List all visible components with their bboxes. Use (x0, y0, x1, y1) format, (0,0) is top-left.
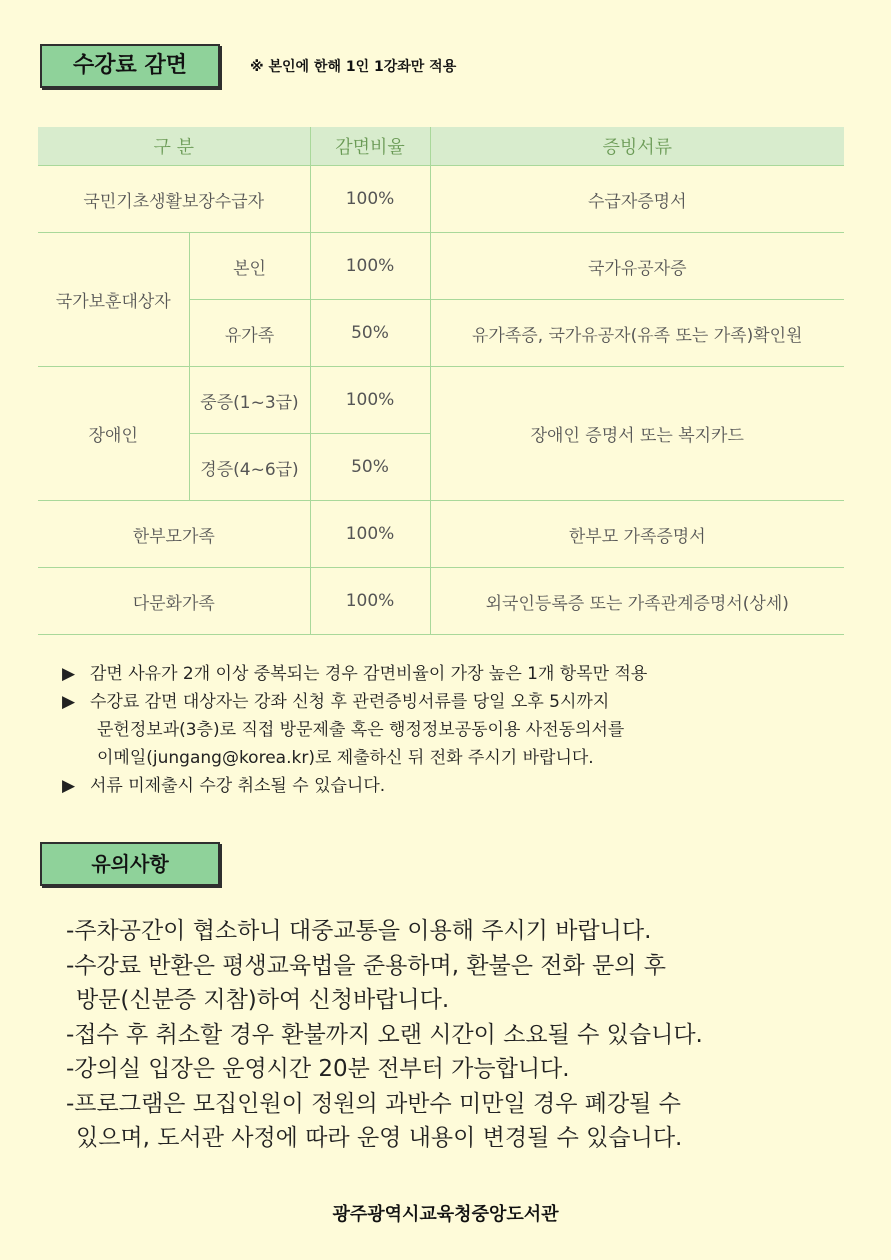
table-row (38, 568, 844, 635)
rate-cell: 100% (310, 367, 430, 434)
table-row (38, 501, 844, 568)
document-cell: 유가족증, 국가유공자(유족 또는 가족)확인원 (430, 300, 844, 367)
category-cell: 장애인 (38, 367, 189, 501)
document-cell: 한부모 가족증명서 (430, 501, 844, 568)
note-text: 이메일(jungang@korea.kr)로 제출하신 뒤 전화 주시기 바랍니다. (97, 748, 594, 768)
table-row (38, 166, 844, 233)
caution-item: -주차공간이 협소하니 대중교통을 이용해 주시기 바랍니다. (66, 918, 652, 944)
document-cell: 외국인등록증 또는 가족관계증명서(상세) (430, 568, 844, 635)
table-row (38, 233, 844, 300)
caution-item-continued: 있으며, 도서관 사정에 따라 운영 내용이 변경될 수 있습니다. (76, 1125, 683, 1151)
rate-cell: 100% (310, 501, 430, 568)
category-cell: 다문화가족 (38, 568, 310, 635)
subcategory-cell: 경증(4~6급) (189, 434, 310, 501)
rate-cell: 100% (310, 233, 430, 300)
triangle-bullet-icon: ▶ (62, 776, 76, 796)
rate-cell: 100% (310, 568, 430, 635)
note-item (62, 660, 647, 688)
subcategory-cell: 유가족 (189, 300, 310, 367)
fee-section-note: ※ 본인에 한해 1인 1강좌만 적용 (250, 59, 457, 75)
triangle-bullet-icon: ▶ (62, 692, 76, 712)
note-item (62, 688, 647, 716)
rate-cell: 50% (310, 300, 430, 367)
header-rate: 감면비율 (310, 127, 430, 166)
subcategory-cell: 본인 (189, 233, 310, 300)
caution-item-continued: 방문(신분증 지참)하여 신청바랍니다. (76, 987, 450, 1013)
document-cell: 수급자증명서 (430, 166, 844, 233)
category-cell: 국민기초생활보장수급자 (38, 166, 310, 233)
category-cell: 한부모가족 (38, 501, 310, 568)
caution-item: -수강료 반환은 평생교육법을 준용하며, 환불은 전화 문의 후 (66, 952, 667, 979)
table-row (38, 367, 844, 434)
document-cell: 국가유공자증 (430, 233, 844, 300)
discount-notes (62, 660, 647, 800)
table-header-row (38, 127, 844, 166)
header-category: 구 분 (38, 127, 310, 166)
triangle-bullet-icon: ▶ (62, 664, 76, 684)
caution-item: -프로그램은 모집인원이 정원의 과반수 미만일 경우 폐강될 수 (66, 1090, 681, 1117)
subcategory-cell: 중증(1~3급) (189, 367, 310, 434)
note-text: 수강료 감면 대상자는 강좌 신청 후 관련증빙서류를 당일 오후 5시까지 (90, 692, 610, 712)
caution-item: -강의실 입장은 운영시간 20분 전부터 가능합니다. (66, 1056, 570, 1082)
caution-section-title: 유의사항 (40, 842, 220, 886)
category-cell: 국가보훈대상자 (38, 233, 189, 367)
fee-section-title: 수강료 감면 (40, 44, 220, 88)
note-text: 문헌정보과(3층)로 직접 방문제출 혹은 행정정보공동이용 사전동의서를 (97, 720, 625, 740)
note-text: 서류 미제출시 수강 취소될 수 있습니다. (90, 776, 386, 796)
document-cell: 장애인 증명서 또는 복지카드 (430, 367, 844, 501)
header-document: 증빙서류 (430, 127, 844, 166)
rate-cell: 50% (310, 434, 430, 501)
note-text: 감면 사유가 2개 이상 중복되는 경우 감면비율이 가장 높은 1개 항목만 적용 (90, 664, 648, 684)
caution-list (66, 914, 703, 1156)
footer-organization: 광주광역시교육청중앙도서관 (332, 1204, 559, 1225)
rate-cell: 100% (310, 166, 430, 233)
caution-item: -접수 후 취소할 경우 환불까지 오랜 시간이 소요될 수 있습니다. (66, 1021, 703, 1048)
note-item (62, 772, 647, 800)
discount-table (38, 127, 844, 635)
